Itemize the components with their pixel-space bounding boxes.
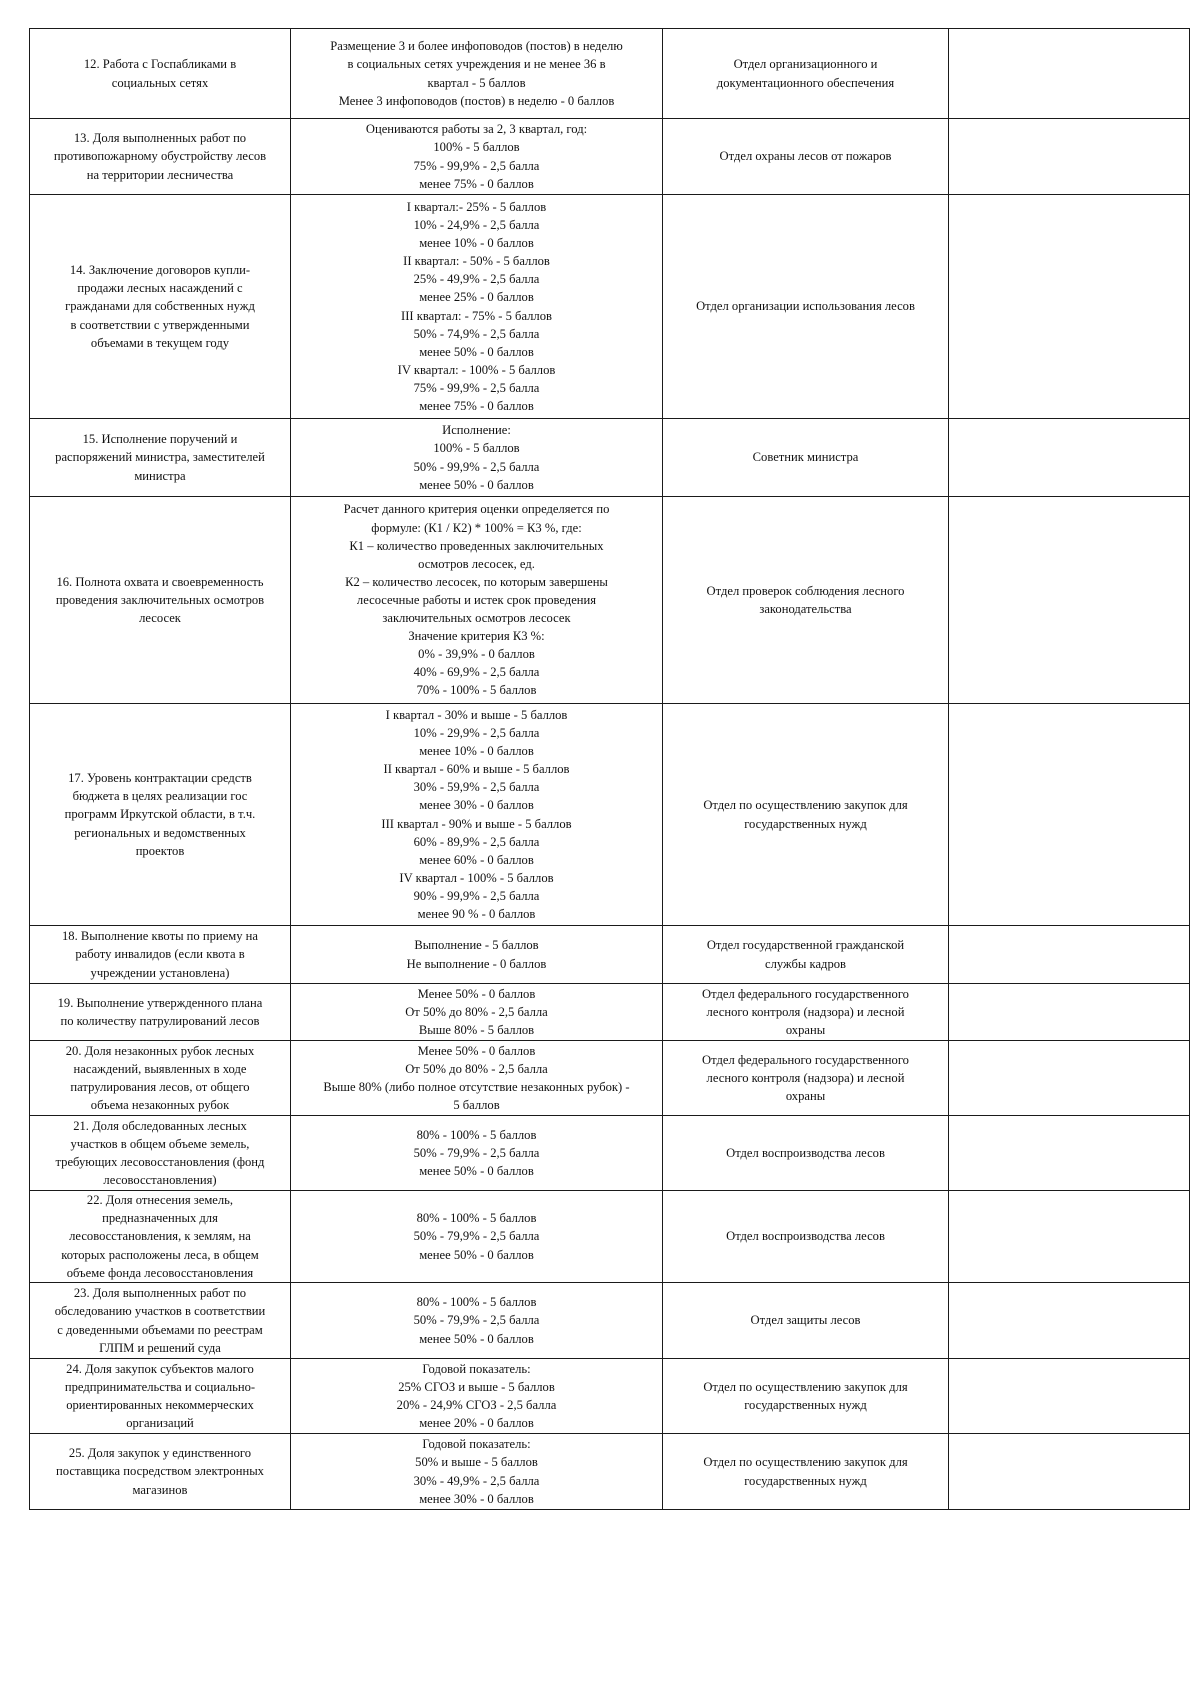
scoring-line: Не выполнение - 0 баллов: [406, 956, 547, 971]
department-cell: [663, 29, 949, 119]
scoring-line: Выполнение - 5 баллов: [414, 938, 539, 953]
scoring-line: I квартал:- 25% - 5 баллов: [406, 199, 547, 214]
scoring-cell: [291, 926, 663, 984]
scoring-line: II квартал - 60% и выше - 5 баллов: [383, 762, 570, 777]
department-line: лесного контроля (надзора) и лесной: [706, 1070, 905, 1085]
scoring-line: К1 – количество проведенных заключительных: [349, 538, 604, 553]
scoring-line: 80% - 100% - 5 баллов: [416, 1295, 537, 1310]
scoring-line: 75% - 99,9% - 2,5 балла: [413, 380, 540, 395]
scoring-cell: [291, 1191, 663, 1283]
table-row: [30, 984, 1190, 1041]
criterion-line: предназначенных для: [102, 1211, 218, 1226]
criterion-cell: [30, 1359, 291, 1434]
scoring-cell: [291, 119, 663, 195]
department-cell: [663, 1116, 949, 1191]
empty-cell: [949, 926, 1190, 984]
scoring-line: 5 баллов: [453, 1098, 500, 1113]
department-line: Отдел по осуществлению закупок для: [703, 1379, 908, 1394]
scoring-line: Менее 50% - 0 баллов: [417, 986, 536, 1001]
criterion-line: предпринимательства и социально-: [64, 1379, 256, 1394]
criterion-line: 22. Доля отнесения земель,: [86, 1193, 234, 1208]
criterion-cell: [30, 419, 291, 497]
department-line: охраны: [785, 1023, 826, 1038]
scoring-line: менее 10% - 0 баллов: [419, 236, 534, 251]
criterion-line: министра: [134, 468, 186, 483]
criteria-table: [29, 28, 1190, 1510]
scoring-line: лесосечные работы и истек срок проведения: [356, 592, 597, 607]
scoring-line: менее 75% - 0 баллов: [419, 176, 534, 191]
scoring-line: менее 50% - 0 баллов: [419, 477, 534, 492]
criterion-line: на территории лесничества: [86, 167, 234, 182]
empty-cell: [949, 704, 1190, 926]
scoring-line: менее 60% - 0 баллов: [419, 852, 534, 867]
department-cell: [663, 926, 949, 984]
scoring-cell: [291, 419, 663, 497]
scoring-line: 60% - 89,9% - 2,5 балла: [413, 834, 540, 849]
criterion-line: региональных и ведомственных: [74, 825, 246, 840]
criterion-cell: [30, 497, 291, 704]
scoring-line: IV квартал: - 100% - 5 баллов: [397, 362, 556, 377]
scoring-line: квартал - 5 баллов: [427, 75, 526, 90]
empty-cell: [949, 1116, 1190, 1191]
scoring-cell: [291, 704, 663, 926]
empty-cell: [949, 984, 1190, 1041]
criterion-cell: [30, 195, 291, 419]
scoring-line: осмотров лесосек, ед.: [418, 556, 535, 571]
scoring-line: Исполнение:: [442, 423, 511, 438]
scoring-line: 20% - 24,9% СГОЗ - 2,5 балла: [396, 1398, 557, 1412]
scoring-line: менее 20% - 0 баллов: [419, 1416, 534, 1431]
scoring-line: Выше 80% - 5 баллов: [418, 1023, 535, 1038]
scoring-line: 10% - 24,9% - 2,5 балла: [413, 218, 540, 233]
criteria-table-sheet: [29, 28, 1153, 1510]
scoring-line: менее 25% - 0 баллов: [419, 290, 534, 305]
department-line: Отдел федерального государственного: [702, 1052, 909, 1067]
criterion-line: организаций: [126, 1416, 194, 1431]
scoring-cell: [291, 1359, 663, 1434]
criterion-line: противопожарному обустройству лесов: [53, 149, 267, 164]
criterion-line: по количеству патрулирований лесов: [60, 1014, 260, 1028]
scoring-line: 50% - 79,9% - 2,5 балла: [413, 1313, 540, 1328]
criterion-line: социальных сетях: [111, 75, 209, 90]
criterion-line: гражданами для собственных нужд: [65, 299, 255, 314]
scoring-line: Менее 50% - 0 баллов: [417, 1043, 536, 1058]
criterion-cell: [30, 1116, 291, 1191]
scoring-line: 10% - 29,9% - 2,5 балла: [413, 726, 540, 741]
scoring-cell: [291, 1283, 663, 1359]
scoring-line: 100% - 5 баллов: [433, 140, 520, 155]
empty-cell: [949, 419, 1190, 497]
criterion-line: ориентированных некоммерческих: [66, 1398, 254, 1412]
criterion-cell: [30, 119, 291, 195]
scoring-line: менее 90 % - 0 баллов: [417, 906, 536, 921]
scoring-line: Расчет данного критерия оценки определяется по: [343, 502, 610, 517]
scoring-cell: [291, 984, 663, 1041]
scoring-line: 90% - 99,9% - 2,5 балла: [413, 888, 540, 903]
criterion-line: 14. Заключение договоров купли-: [69, 263, 251, 278]
scoring-cell: [291, 29, 663, 119]
scoring-line: Годовой показатель:: [422, 1361, 531, 1376]
criterion-cell: [30, 29, 291, 119]
scoring-line: Размещение 3 и более инфоповодов (постов) в неделю: [330, 39, 623, 54]
empty-cell: [949, 1283, 1190, 1359]
table-row: [30, 419, 1190, 497]
scoring-line: I квартал - 30% и выше - 5 баллов: [385, 707, 568, 722]
scoring-line: 50% и выше - 5 баллов: [415, 1455, 538, 1470]
department-cell: [663, 704, 949, 926]
scoring-line: менее 50% - 0 баллов: [419, 344, 534, 359]
scoring-line: менее 50% - 0 баллов: [419, 1164, 534, 1179]
scoring-line: Значение критерия К3 %:: [408, 629, 545, 644]
scoring-line: менее 30% - 0 баллов: [419, 798, 534, 813]
scoring-line: менее 30% - 0 баллов: [419, 1491, 534, 1506]
criterion-line: 16. Полнота охвата и своевременность: [56, 574, 264, 589]
empty-cell: [949, 1041, 1190, 1116]
criterion-cell: [30, 1283, 291, 1359]
scoring-cell: [291, 1434, 663, 1510]
table-row: [30, 119, 1190, 195]
criterion-line: лесосек: [139, 611, 181, 626]
scoring-line: формуле: (К1 / К2) * 100% = К3 %, где:: [371, 520, 582, 535]
scoring-line: 100% - 5 баллов: [433, 441, 520, 456]
table-row: [30, 1434, 1190, 1510]
empty-cell: [949, 1191, 1190, 1283]
criterion-cell: [30, 1191, 291, 1283]
department-line: Отдел воспроизводства лесов: [726, 1229, 885, 1244]
criterion-line: в соответствии с утвержденными: [70, 317, 250, 332]
department-line: охраны: [785, 1089, 826, 1104]
criterion-line: продажи лесных насаждений с: [77, 281, 243, 296]
scoring-line: III квартал - 90% и выше - 5 баллов: [381, 816, 572, 831]
criterion-cell: [30, 1434, 291, 1510]
scoring-cell: [291, 1116, 663, 1191]
criterion-line: 21. Доля обследованных лесных: [73, 1118, 247, 1133]
criterion-line: 20. Доля незаконных рубок лесных: [65, 1043, 255, 1058]
department-line: Отдел по осуществлению закупок для: [703, 1455, 908, 1470]
criterion-line: 25. Доля закупок у единственного: [68, 1446, 252, 1461]
scoring-line: менее 10% - 0 баллов: [419, 744, 534, 759]
table-row: [30, 1116, 1190, 1191]
scoring-cell: [291, 497, 663, 704]
department-line: государственных нужд: [744, 1473, 867, 1488]
scoring-line: Выше 80% (либо полное отсутствие незаконных рубок) -: [323, 1080, 630, 1094]
table-row: [30, 1191, 1190, 1283]
department-line: Отдел защиты лесов: [750, 1313, 861, 1328]
criterion-line: объемами в текущем году: [90, 335, 230, 350]
scoring-line: заключительных осмотров лесосек: [382, 611, 571, 626]
criterion-line: с доведенными объемами по реестрам: [57, 1322, 263, 1337]
scoring-line: IV квартал - 100% - 5 баллов: [399, 870, 554, 885]
department-line: Отдел организационного и: [733, 57, 878, 72]
table-row: [30, 704, 1190, 926]
scoring-line: 40% - 69,9% - 2,5 балла: [413, 665, 540, 680]
criterion-line: которых расположены леса, в общем: [61, 1247, 259, 1262]
criterion-line: программ Иркутской области, в т.ч.: [64, 807, 256, 822]
scoring-line: менее 50% - 0 баллов: [419, 1247, 534, 1262]
department-line: Отдел охраны лесов от пожаров: [719, 149, 892, 164]
criterion-line: объеме фонда лесовосстановления: [66, 1265, 254, 1280]
criterion-line: работу инвалидов (если квота в: [75, 947, 245, 962]
department-cell: [663, 497, 949, 704]
scoring-line: Оцениваются работы за 2, 3 квартал, год:: [365, 122, 588, 137]
department-line: Отдел федерального государственного: [702, 986, 909, 1001]
department-line: государственных нужд: [744, 1398, 867, 1412]
criterion-cell: [30, 926, 291, 984]
department-cell: [663, 419, 949, 497]
table-row: [30, 1283, 1190, 1359]
scoring-line: 25% СГОЗ и выше - 5 баллов: [398, 1379, 555, 1394]
criterion-line: магазинов: [132, 1482, 188, 1497]
department-line: Отдел воспроизводства лесов: [726, 1145, 885, 1160]
scoring-line: Годовой показатель:: [422, 1437, 531, 1452]
criterion-line: участков в общем объеме земель,: [70, 1136, 250, 1151]
department-line: документационного обеспечения: [716, 75, 895, 90]
scoring-line: К2 – количество лесосек, по которым завершены: [345, 574, 608, 589]
empty-cell: [949, 1434, 1190, 1510]
scoring-line: 0% - 39,9% - 0 баллов: [418, 647, 535, 662]
table-row: [30, 29, 1190, 119]
criterion-line: распоряжений министра, заместителей: [55, 450, 265, 465]
scoring-line: в социальных сетях учреждения и не менее 36 в: [347, 57, 606, 72]
empty-cell: [949, 29, 1190, 119]
scoring-cell: [291, 195, 663, 419]
criterion-line: учреждении установлена): [90, 965, 230, 980]
criterion-cell: [30, 1041, 291, 1116]
criterion-line: требующих лесовосстановления (фонд: [55, 1155, 265, 1169]
scoring-line: 30% - 59,9% - 2,5 балла: [413, 780, 540, 795]
scoring-line: 80% - 100% - 5 баллов: [416, 1127, 537, 1142]
scoring-cell: [291, 1041, 663, 1116]
department-line: Советник министра: [752, 450, 859, 465]
criterion-line: проектов: [135, 843, 185, 858]
scoring-line: 50% - 74,9% - 2,5 балла: [413, 326, 540, 341]
scoring-line: 50% - 79,9% - 2,5 балла: [413, 1229, 540, 1244]
criterion-line: объема незаконных рубок: [90, 1098, 230, 1113]
department-cell: [663, 984, 949, 1041]
department-line: лесного контроля (надзора) и лесной: [706, 1004, 905, 1019]
scoring-line: Менее 3 инфоповодов (постов) в неделю - 0 баллов: [338, 93, 615, 108]
department-line: Отдел по осуществлению закупок для: [703, 798, 908, 813]
department-line: Отдел государственной гражданской: [706, 938, 905, 953]
department-line: законодательства: [759, 602, 852, 616]
empty-cell: [949, 497, 1190, 704]
table-row: [30, 497, 1190, 704]
department-line: государственных нужд: [744, 816, 867, 831]
scoring-line: II квартал: - 50% - 5 баллов: [403, 254, 550, 269]
criterion-line: 15. Исполнение поручений и: [82, 432, 238, 447]
criterion-line: лесовосстановления, к землям, на: [69, 1229, 251, 1244]
table-row: [30, 1041, 1190, 1116]
criterion-line: 23. Доля выполненных работ по: [73, 1286, 247, 1301]
scoring-line: 70% - 100% - 5 баллов: [416, 683, 537, 698]
criterion-line: 12. Работа с Госпабликами в: [83, 57, 237, 72]
scoring-line: От 50% до 80% - 2,5 балла: [405, 1061, 548, 1076]
criterion-line: обследованию участков в соответствии: [54, 1304, 266, 1319]
department-cell: [663, 1041, 949, 1116]
criterion-line: ГЛПМ и решений суда: [99, 1340, 221, 1355]
table-row: [30, 926, 1190, 984]
scoring-line: 50% - 99,9% - 2,5 балла: [413, 459, 540, 474]
criterion-line: насаждений, выявленных в ходе: [73, 1061, 247, 1076]
criterion-line: поставщика посредством электронных: [56, 1464, 264, 1479]
scoring-line: 30% - 49,9% - 2,5 балла: [413, 1473, 540, 1488]
department-cell: [663, 119, 949, 195]
empty-cell: [949, 119, 1190, 195]
scoring-line: От 50% до 80% - 2,5 балла: [405, 1004, 548, 1019]
department-cell: [663, 1283, 949, 1359]
scoring-line: 80% - 100% - 5 баллов: [416, 1211, 537, 1226]
table-row: [30, 195, 1190, 419]
department-cell: [663, 1191, 949, 1283]
department-cell: [663, 1359, 949, 1434]
scoring-line: 75% - 99,9% - 2,5 балла: [413, 158, 540, 173]
scoring-line: 25% - 49,9% - 2,5 балла: [413, 272, 540, 287]
department-line: Отдел организации использования лесов: [696, 299, 915, 314]
empty-cell: [949, 195, 1190, 419]
scoring-line: менее 75% - 0 баллов: [419, 398, 534, 413]
criterion-line: бюджета в целях реализации гос: [72, 789, 248, 804]
criterion-line: 24. Доля закупок субъектов малого: [66, 1361, 254, 1376]
criterion-line: лесовосстановления): [103, 1173, 217, 1188]
criterion-cell: [30, 704, 291, 926]
department-line: службы кадров: [764, 956, 847, 971]
criterion-line: 18. Выполнение квоты по приему на: [62, 929, 258, 944]
department-cell: [663, 195, 949, 419]
department-line: Отдел проверок соблюдения лесного: [706, 583, 905, 598]
table-row: [30, 1359, 1190, 1434]
department-cell: [663, 1434, 949, 1510]
criterion-line: проведения заключительных осмотров: [55, 592, 265, 607]
criterion-line: 17. Уровень контрактации средств: [68, 771, 252, 786]
scoring-line: менее 50% - 0 баллов: [419, 1331, 534, 1346]
scoring-line: III квартал: - 75% - 5 баллов: [401, 308, 552, 323]
criterion-line: 13. Доля выполненных работ по: [73, 131, 247, 146]
criterion-line: патрулирования лесов, от общего: [70, 1080, 250, 1094]
criterion-line: 19. Выполнение утвержденного плана: [57, 995, 263, 1010]
criterion-cell: [30, 984, 291, 1041]
scoring-line: 50% - 79,9% - 2,5 балла: [413, 1145, 540, 1160]
empty-cell: [949, 1359, 1190, 1434]
